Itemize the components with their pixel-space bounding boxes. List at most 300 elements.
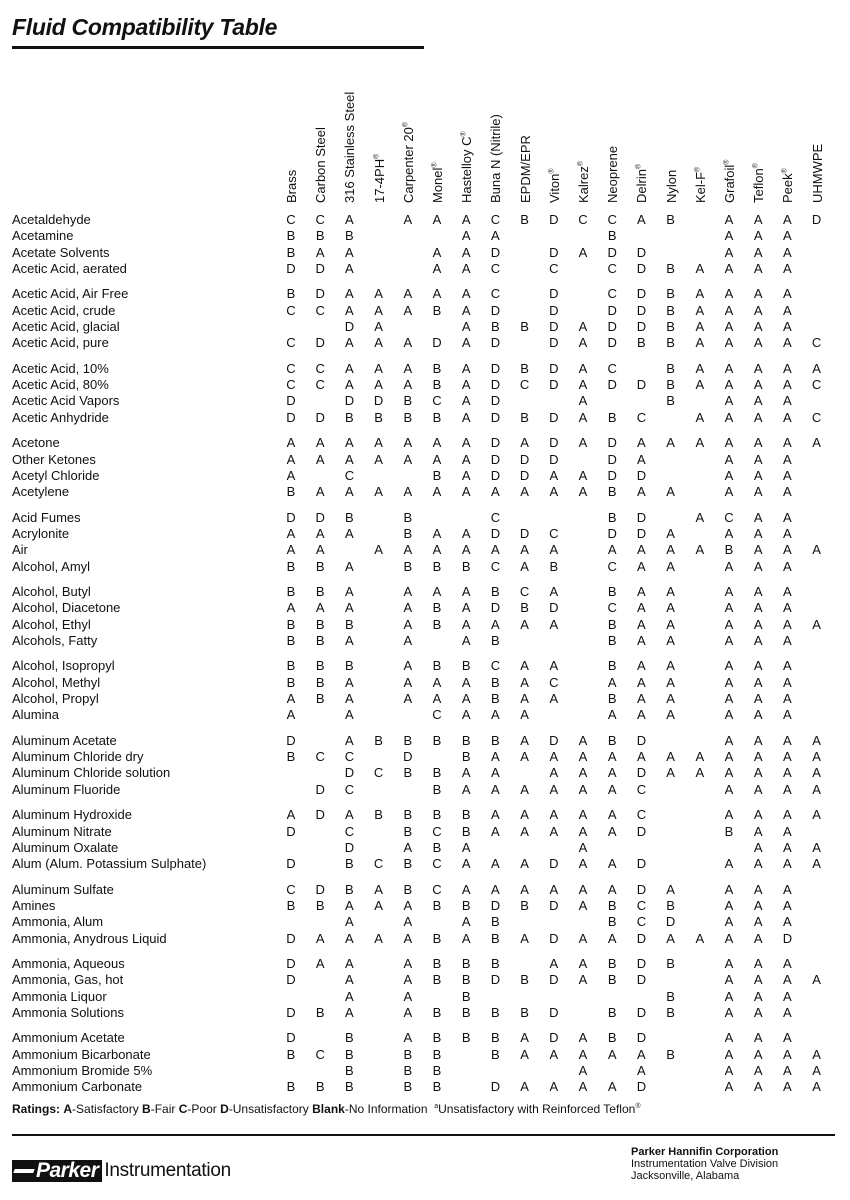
- rating-cell: A: [695, 260, 705, 276]
- column-header-kel-f: [694, 167, 708, 203]
- rating-cell: A: [637, 691, 646, 706]
- rating-cell: B: [520, 600, 529, 616]
- rating-cell: A: [520, 749, 529, 765]
- rating-cell: A: [724, 393, 734, 409]
- rating-cell: A: [549, 616, 559, 632]
- rating-cell: B: [286, 897, 296, 913]
- rating-cell: A: [578, 781, 588, 797]
- rating-cell: A: [403, 691, 413, 706]
- fluid-name: Aluminum Fluoride: [12, 781, 121, 797]
- parker-logo: [12, 1158, 231, 1184]
- rating-cell: A: [783, 319, 792, 334]
- rating-cell: A: [753, 839, 763, 855]
- rating-cell: A: [724, 260, 734, 276]
- rating-cell: A: [403, 1004, 413, 1020]
- rating-cell: A: [724, 807, 734, 823]
- fluid-name: Aluminum Acetate: [12, 732, 117, 748]
- rating-cell: A: [783, 897, 792, 913]
- rating-cell: A: [403, 451, 413, 467]
- rating-cell: B: [345, 616, 354, 632]
- rating-cell: D: [607, 451, 617, 467]
- rating-cell: A: [812, 839, 821, 855]
- rating-cell: A: [724, 335, 734, 351]
- rating-cell: A: [345, 212, 354, 227]
- rating-cell: B: [666, 319, 675, 334]
- rating-cell: A: [753, 616, 763, 632]
- rating-cell: D: [286, 823, 296, 839]
- rating-cell: A: [286, 451, 296, 467]
- rating-cell: A: [345, 988, 354, 1004]
- rating-cell: D: [549, 244, 559, 260]
- rating-cell: A: [461, 930, 471, 946]
- rating-cell: D: [549, 1004, 559, 1020]
- rating-cell: D: [490, 467, 501, 483]
- rating-cell: A: [637, 632, 646, 648]
- rating-cell: B: [666, 377, 675, 393]
- rating-cell: B: [607, 1004, 617, 1020]
- rating-cell: A: [461, 451, 471, 467]
- rating-cell: A: [666, 881, 675, 897]
- rating-cell: A: [578, 1046, 588, 1062]
- rating-cell: B: [491, 674, 500, 690]
- rating-cell: A: [549, 484, 559, 500]
- rating-cell: A: [491, 823, 500, 839]
- rating-cell: A: [578, 823, 588, 839]
- rating-cell: D: [286, 260, 296, 276]
- rating-cell: B: [432, 377, 442, 393]
- rating-cell: B: [345, 228, 354, 244]
- fluid-name: Acetic Anhydride: [12, 409, 109, 425]
- rating-cell: A: [783, 542, 792, 558]
- rating-cell: A: [461, 616, 471, 632]
- rating-cell: D: [315, 881, 325, 897]
- rating-cell: B: [666, 956, 675, 971]
- rating-cell: A: [695, 765, 705, 781]
- rating-cell: A: [491, 484, 500, 500]
- rating-cell: A: [753, 691, 763, 706]
- column-header-label: Viton: [546, 173, 562, 203]
- column-header-label: Delrin: [634, 169, 650, 203]
- rating-cell: B: [432, 1079, 442, 1095]
- rating-cell: A: [607, 881, 617, 897]
- rating-cell: A: [812, 807, 821, 823]
- rating-cell: A: [403, 335, 413, 351]
- rating-cell: A: [578, 467, 588, 483]
- rating-cell: A: [345, 451, 354, 467]
- rating-cell: A: [461, 632, 471, 648]
- column-header-delrin: [635, 164, 649, 203]
- rating-cell: D: [403, 749, 413, 765]
- rating-cell: B: [607, 658, 617, 674]
- rating-cell: B: [666, 1004, 675, 1020]
- rating-cell: A: [724, 765, 734, 781]
- rating-cell: A: [461, 319, 471, 334]
- rating-cell: B: [432, 1004, 442, 1020]
- rating-cell: B: [491, 930, 500, 946]
- fluid-name: Ammonium Bicarbonate: [12, 1046, 151, 1062]
- rating-cell: A: [286, 525, 296, 541]
- rating-cell: B: [345, 1046, 354, 1062]
- rating-cell: A: [461, 765, 471, 781]
- rating-cell: B: [491, 1030, 500, 1046]
- rating-cell: A: [753, 856, 763, 872]
- rating-cell: A: [607, 823, 617, 839]
- rating-cell: A: [666, 749, 675, 765]
- rating-cell: A: [315, 956, 325, 971]
- fluid-name: Alcohol, Methyl: [12, 674, 101, 690]
- rating-cell: A: [461, 584, 471, 599]
- rating-cell: A: [520, 881, 529, 897]
- fluid-name: Acid Fumes: [12, 509, 81, 525]
- rating-cell: A: [783, 509, 792, 525]
- rating-cell: A: [520, 435, 529, 451]
- rating-cell: B: [666, 335, 675, 351]
- column-header-17-4ph: [373, 154, 387, 203]
- rating-cell: A: [637, 658, 646, 674]
- column-header-316-stainless-steel: [343, 92, 357, 203]
- rating-cell: A: [403, 435, 413, 451]
- rating-cell: B: [666, 212, 675, 227]
- rating-cell: A: [286, 600, 296, 616]
- rating-cell: A: [374, 484, 383, 500]
- column-header-hastelloy-c: [460, 131, 474, 203]
- rating-cell: D: [286, 509, 296, 525]
- rating-cell: D: [549, 732, 559, 748]
- registered-mark: ®: [577, 160, 585, 167]
- rating-cell: A: [315, 542, 325, 558]
- rating-cell: A: [783, 435, 792, 451]
- rating-cell: A: [724, 897, 734, 913]
- rating-cell: B: [432, 972, 442, 988]
- rating-cell: B: [491, 584, 500, 599]
- rating-cell: A: [637, 1046, 646, 1062]
- rating-cell: A: [753, 377, 763, 393]
- rating-cell: A: [403, 1030, 413, 1046]
- rating-cell: A: [637, 1063, 646, 1078]
- rating-cell: A: [520, 781, 529, 797]
- rating-cell: C: [286, 335, 296, 351]
- rating-cell: A: [345, 286, 354, 302]
- rating-cell: A: [578, 244, 588, 260]
- rating-cell: A: [578, 335, 588, 351]
- column-header-label: Teflon: [751, 168, 767, 203]
- fluid-name: Ammonia Solutions: [12, 1004, 124, 1020]
- rating-cell: A: [374, 881, 383, 897]
- rating-cell: D: [315, 781, 325, 797]
- rating-cell: C: [432, 856, 442, 872]
- rating-cell: A: [461, 467, 471, 483]
- fluid-name: Alcohol, Ethyl: [12, 616, 91, 632]
- rating-cell: A: [461, 914, 471, 930]
- rating-cell: D: [490, 393, 501, 409]
- rating-cell: A: [345, 260, 354, 276]
- rating-cell: A: [345, 632, 354, 648]
- fluid-name: Alcohol, Propyl: [12, 691, 99, 706]
- rating-cell: D: [636, 823, 647, 839]
- rating-cell: B: [607, 914, 617, 930]
- rating-cell: A: [783, 972, 792, 988]
- rating-cell: C: [432, 707, 442, 723]
- fluid-name: Acetic Acid, crude: [12, 302, 116, 318]
- rating-cell: D: [636, 467, 647, 483]
- rating-cell: A: [461, 409, 471, 425]
- fluid-name: Alcohol, Isopropyl: [12, 658, 115, 674]
- rating-cell: A: [637, 212, 646, 227]
- rating-cell: C: [490, 509, 501, 525]
- rating-cell: A: [724, 972, 734, 988]
- rating-cell: B: [666, 897, 675, 913]
- rating-cell: A: [812, 1079, 821, 1095]
- rating-cell: D: [636, 732, 647, 748]
- rating-cell: A: [783, 228, 792, 244]
- rating-cell: C: [432, 881, 442, 897]
- rating-cell: A: [753, 1030, 763, 1046]
- rating-cell: C: [607, 600, 617, 616]
- rating-cell: B: [403, 1079, 413, 1095]
- rating-cell: A: [666, 930, 675, 946]
- rating-cell: A: [724, 435, 734, 451]
- column-header-label: 316 Stainless Steel: [342, 91, 358, 203]
- rating-cell: A: [461, 542, 471, 558]
- column-header-label: Carpenter 20: [400, 127, 416, 203]
- rating-cell: A: [520, 1079, 529, 1095]
- rating-cell: C: [519, 377, 530, 393]
- rating-cell: A: [724, 1046, 734, 1062]
- rating-cell: A: [753, 435, 763, 451]
- rating-cell: A: [345, 914, 354, 930]
- rating-cell: B: [666, 393, 675, 409]
- rating-cell: A: [432, 542, 442, 558]
- rating-cell: A: [578, 856, 588, 872]
- rating-cell: B: [461, 807, 471, 823]
- rating-cell: A: [812, 1063, 821, 1078]
- rating-cell: B: [315, 658, 325, 674]
- rating-cell: A: [461, 286, 471, 302]
- rating-cell: D: [315, 807, 325, 823]
- rating-cell: B: [637, 335, 646, 351]
- rating-cell: A: [491, 881, 500, 897]
- rating-cell: B: [461, 897, 471, 913]
- rating-cell: C: [636, 897, 647, 913]
- rating-cell: B: [520, 360, 529, 376]
- rating-cell: B: [403, 732, 413, 748]
- rating-cell: D: [344, 319, 355, 334]
- rating-cell: A: [432, 525, 442, 541]
- rating-cell: A: [753, 1004, 763, 1020]
- rating-cell: B: [345, 856, 354, 872]
- rating-cell: A: [812, 749, 821, 765]
- rating-cell: B: [432, 781, 442, 797]
- registered-mark: ®: [373, 153, 381, 159]
- rating-cell: A: [491, 807, 500, 823]
- rating-cell: B: [432, 302, 442, 318]
- rating-cell: A: [578, 1030, 588, 1046]
- legend-d-text: -Unsatisfactory: [228, 1102, 309, 1116]
- rating-cell: B: [286, 749, 296, 765]
- rating-cell: A: [753, 956, 763, 971]
- rating-cell: A: [549, 1079, 559, 1095]
- rating-cell: A: [286, 691, 296, 706]
- rating-cell: A: [724, 881, 734, 897]
- column-header-peek: [781, 168, 795, 203]
- rating-cell: D: [344, 839, 355, 855]
- rating-cell: A: [753, 632, 763, 648]
- rating-cell: C: [549, 260, 559, 276]
- rating-cell: A: [432, 451, 442, 467]
- rating-cell: C: [315, 377, 325, 393]
- rating-cell: A: [753, 509, 763, 525]
- rating-cell: B: [491, 1046, 500, 1062]
- rating-cell: B: [520, 319, 529, 334]
- fluid-name: Alumina: [12, 707, 59, 723]
- rating-cell: B: [286, 674, 296, 690]
- rating-cell: D: [636, 930, 647, 946]
- rating-cell: B: [374, 807, 383, 823]
- rating-cell: B: [432, 409, 442, 425]
- rating-cell: A: [637, 558, 646, 574]
- rating-cell: A: [403, 600, 413, 616]
- rating-cell: A: [374, 302, 383, 318]
- rating-cell: A: [753, 658, 763, 674]
- rating-cell: B: [432, 600, 442, 616]
- rating-cell: A: [345, 707, 354, 723]
- rating-cell: A: [345, 302, 354, 318]
- rating-cell: A: [724, 360, 734, 376]
- column-header-carpenter-20: [402, 122, 416, 203]
- rating-cell: A: [345, 732, 354, 748]
- rating-cell: A: [491, 781, 500, 797]
- rating-cell: A: [783, 781, 792, 797]
- fluid-name: Alcohol, Butyl: [12, 584, 91, 599]
- column-header-uhmwpe: [811, 144, 825, 203]
- rating-cell: A: [695, 335, 705, 351]
- rating-cell: D: [315, 409, 325, 425]
- rating-cell: A: [724, 212, 734, 227]
- rating-cell: B: [520, 212, 529, 227]
- rating-cell: B: [666, 260, 675, 276]
- rating-cell: B: [520, 1004, 529, 1020]
- rating-cell: A: [783, 1004, 792, 1020]
- rating-cell: A: [812, 435, 821, 451]
- registered-mark: ®: [431, 162, 439, 168]
- rating-cell: A: [695, 377, 705, 393]
- rating-cell: C: [490, 558, 501, 574]
- rating-cell: D: [636, 286, 647, 302]
- rating-cell: A: [345, 584, 354, 599]
- rating-cell: A: [549, 1046, 559, 1062]
- rating-cell: A: [549, 881, 559, 897]
- rating-cell: A: [666, 632, 675, 648]
- rating-cell: A: [345, 674, 354, 690]
- rating-cell: D: [490, 435, 501, 451]
- rating-cell: B: [432, 558, 442, 574]
- rating-cell: A: [753, 467, 763, 483]
- rating-cell: D: [490, 360, 501, 376]
- rating-cell: C: [344, 749, 355, 765]
- rating-cell: A: [549, 781, 559, 797]
- rating-cell: A: [520, 732, 529, 748]
- rating-cell: B: [345, 509, 354, 525]
- rating-cell: A: [724, 781, 734, 797]
- rating-cell: B: [315, 897, 325, 913]
- rating-cell: A: [666, 600, 675, 616]
- rating-cell: D: [636, 1004, 647, 1020]
- rating-cell: D: [490, 409, 501, 425]
- fluid-name: Aluminum Sulfate: [12, 881, 114, 897]
- logo-division: Instrumentation: [104, 1160, 231, 1181]
- rating-cell: A: [461, 302, 471, 318]
- rating-cell: A: [432, 584, 442, 599]
- rating-cell: A: [724, 856, 734, 872]
- rating-cell: B: [403, 1063, 413, 1078]
- rating-cell: A: [403, 674, 413, 690]
- rating-cell: D: [490, 1079, 501, 1095]
- rating-cell: B: [491, 956, 500, 971]
- rating-cell: A: [783, 1079, 792, 1095]
- column-header-label: Kel-F: [692, 171, 708, 203]
- legend-footnote-reg: ®: [635, 1103, 641, 1110]
- rating-cell: B: [432, 1030, 442, 1046]
- footer-rule: [12, 1134, 835, 1136]
- rating-cell: D: [607, 525, 617, 541]
- rating-cell: B: [461, 749, 471, 765]
- rating-cell: A: [753, 749, 763, 765]
- rating-cell: A: [637, 542, 646, 558]
- rating-cell: A: [403, 988, 413, 1004]
- rating-cell: A: [783, 260, 792, 276]
- column-header-label: Peek: [780, 173, 796, 203]
- rating-cell: B: [607, 228, 617, 244]
- rating-cell: A: [753, 807, 763, 823]
- rating-cell: A: [637, 674, 646, 690]
- rating-cell: A: [783, 584, 792, 599]
- fluid-name: Acetyl Chloride: [12, 467, 100, 483]
- rating-cell: A: [753, 1063, 763, 1078]
- rating-cell: A: [753, 823, 763, 839]
- rating-cell: B: [345, 1079, 354, 1095]
- rating-cell: D: [519, 451, 530, 467]
- rating-cell: A: [724, 228, 734, 244]
- rating-cell: C: [811, 377, 822, 393]
- rating-cell: C: [549, 674, 559, 690]
- logo-dash-icon: [13, 1169, 34, 1173]
- rating-cell: A: [783, 956, 792, 971]
- rating-cell: B: [345, 658, 354, 674]
- rating-cell: B: [432, 1063, 442, 1078]
- rating-cell: A: [578, 377, 588, 393]
- rating-cell: D: [490, 451, 501, 467]
- rating-cell: A: [345, 807, 354, 823]
- rating-cell: A: [374, 930, 383, 946]
- rating-cell: D: [432, 335, 442, 351]
- rating-cell: D: [636, 881, 647, 897]
- rating-cell: A: [578, 319, 588, 334]
- rating-cell: A: [345, 377, 354, 393]
- rating-cell: C: [578, 212, 588, 227]
- rating-cell: A: [724, 749, 734, 765]
- rating-cell: A: [578, 435, 588, 451]
- fluid-name: Other Ketones: [12, 451, 96, 467]
- rating-cell: A: [315, 451, 325, 467]
- rating-cell: A: [403, 484, 413, 500]
- rating-cell: A: [753, 914, 763, 930]
- rating-cell: C: [607, 360, 617, 376]
- rating-cell: A: [783, 707, 792, 723]
- rating-cell: A: [491, 749, 500, 765]
- rating-cell: D: [636, 1079, 647, 1095]
- registered-mark: ®: [460, 131, 468, 137]
- rating-cell: D: [636, 260, 647, 276]
